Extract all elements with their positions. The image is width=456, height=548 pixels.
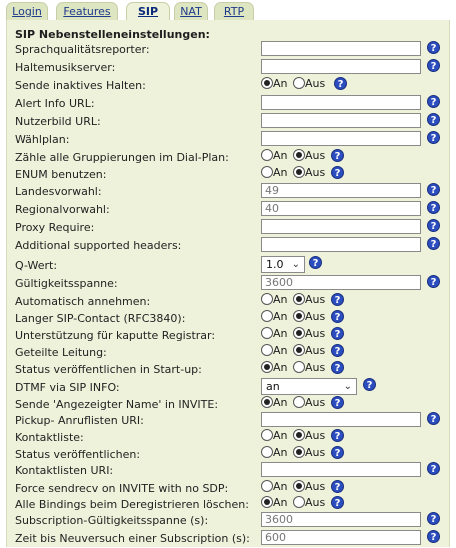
gueltigkeitsspanne-input[interactable]: 3600 — [261, 275, 421, 290]
help-icon[interactable]: ? — [363, 378, 376, 391]
enum-radios — [261, 166, 327, 182]
radio-aus-label: Aus — [305, 361, 326, 374]
help-icon[interactable]: ? — [331, 446, 344, 459]
subscription-gueltig-input[interactable]: 3600 — [261, 512, 421, 527]
label: Langer SIP-Contact (RFC3840): — [15, 312, 186, 325]
radio-an[interactable] — [261, 429, 273, 441]
radio-aus-label: Aus — [305, 480, 326, 493]
help-icon[interactable]: ? — [427, 412, 440, 425]
radio-an-label: An — [273, 293, 288, 306]
radio-aus[interactable] — [293, 480, 305, 492]
help-icon[interactable]: ? — [427, 275, 440, 288]
automatisch-radios — [261, 293, 327, 309]
label: Haltemusikserver: — [15, 61, 116, 74]
help-icon[interactable]: ? — [427, 95, 440, 108]
radio-aus-label: Aus — [305, 166, 326, 179]
row-landesvorwahl — [7, 183, 451, 201]
help-icon[interactable]: ? — [331, 149, 344, 162]
label: Wählplan: — [15, 133, 70, 146]
help-icon[interactable]: ? — [331, 293, 344, 306]
label: Kontaktlisten URI: — [15, 464, 114, 477]
radio-an[interactable] — [261, 149, 273, 161]
row-q-wert — [7, 256, 451, 274]
q-wert-value: 1.0 — [266, 258, 284, 271]
label: Regionalvorwahl: — [15, 203, 110, 216]
row-geteilte-leitung — [7, 344, 451, 362]
label: Kontaktliste: — [15, 431, 84, 444]
sende-inaktives-halten-radios — [261, 77, 327, 93]
help-icon[interactable]: ? — [331, 429, 344, 442]
label: Automatisch annehmen: — [15, 295, 151, 308]
label: Status veröffentlichen: — [15, 448, 141, 461]
label: DTMF via SIP INFO: — [15, 381, 120, 394]
label: Zähle alle Gruppierungen im Dial-Plan: — [15, 151, 229, 164]
help-icon[interactable]: ? — [427, 462, 440, 475]
gruppierungen-radios — [261, 149, 327, 165]
radio-an-label: An — [273, 361, 288, 374]
label: Pickup- Anruflisten URI: — [15, 414, 144, 427]
zeit-neuversuch-input[interactable]: 600 — [261, 530, 421, 545]
haltemusik-input[interactable] — [261, 59, 421, 74]
radio-an[interactable] — [261, 310, 273, 322]
radio-aus[interactable] — [293, 496, 305, 508]
tab-nat[interactable]: NAT — [174, 2, 208, 20]
radio-an-label: An — [273, 396, 288, 409]
label: Additional supported headers: — [15, 239, 182, 252]
row-dtmf — [7, 378, 451, 396]
kontaktlisten-uri-input[interactable] — [261, 462, 421, 477]
help-icon[interactable]: ? — [427, 131, 440, 144]
row-gruppierungen — [7, 149, 451, 167]
label: Landesvorwahl: — [15, 185, 102, 198]
label: Gültigkeitsspanne: — [15, 277, 118, 290]
proxy-require-input[interactable] — [261, 219, 421, 234]
row-sprachqualitaet — [7, 41, 451, 59]
radio-an-label: An — [273, 480, 288, 493]
row-subscription-gueltig — [7, 512, 451, 530]
nutzerbild-input[interactable] — [261, 113, 421, 128]
pickup-input[interactable] — [261, 412, 421, 427]
radio-an[interactable] — [261, 344, 273, 356]
radio-aus[interactable] — [293, 327, 305, 339]
radio-aus-label: Aus — [305, 293, 326, 306]
sprachqualitaet-input[interactable] — [261, 41, 421, 56]
help-icon[interactable]: ? — [427, 41, 440, 54]
label: Unterstützung für kaputte Registrar: — [15, 329, 216, 342]
help-icon[interactable]: ? — [331, 496, 344, 509]
help-icon[interactable]: ? — [427, 512, 440, 525]
radio-aus[interactable] — [293, 149, 305, 161]
radio-an-label: An — [273, 149, 288, 162]
kontaktliste-radios — [261, 429, 327, 445]
row-haltemusik — [7, 59, 451, 77]
row-pickup — [7, 412, 451, 430]
row-automatisch — [7, 293, 451, 311]
radio-aus-label: Aus — [305, 344, 326, 357]
radio-aus[interactable] — [293, 429, 305, 441]
label: Zeit bis Neuversuch einer Subscription (s): — [15, 532, 250, 545]
langer-contact-radios — [261, 310, 327, 326]
tab-bar — [0, 0, 456, 20]
radio-aus[interactable] — [293, 293, 305, 305]
waehlplan-input[interactable] — [261, 131, 421, 146]
q-wert-select[interactable] — [261, 256, 305, 273]
help-icon[interactable]: ? — [427, 59, 440, 72]
dtmf-select[interactable] — [261, 378, 357, 395]
radio-aus[interactable] — [293, 361, 305, 373]
help-icon[interactable]: ? — [331, 396, 344, 409]
help-icon[interactable]: ? — [331, 344, 344, 357]
radio-aus-label: Aus — [305, 310, 326, 323]
radio-an[interactable] — [261, 293, 273, 305]
status-veroeff-radios — [261, 446, 327, 462]
row-waehlplan — [7, 131, 451, 149]
help-icon[interactable]: ? — [427, 530, 440, 543]
radio-aus-label: Aus — [305, 77, 326, 90]
label: Geteilte Leitung: — [15, 346, 107, 359]
label: Status veröffentlichen in Start-up: — [15, 363, 202, 376]
radio-aus[interactable] — [293, 166, 305, 178]
radio-an[interactable] — [261, 396, 273, 408]
help-icon[interactable]: ? — [427, 219, 440, 232]
dtmf-value: an — [266, 380, 280, 393]
radio-aus-label: Aus — [305, 429, 326, 442]
help-icon[interactable]: ? — [331, 166, 344, 179]
row-status-startup — [7, 361, 451, 379]
help-icon[interactable]: ? — [427, 201, 440, 214]
radio-an[interactable] — [261, 166, 273, 178]
bindings-loeschen-radios — [261, 496, 327, 512]
tab-rtp[interactable]: RTP — [214, 2, 254, 20]
radio-aus-label: Aus — [305, 327, 326, 340]
row-kontaktliste — [7, 429, 451, 447]
help-icon[interactable]: ? — [331, 480, 344, 493]
help-icon[interactable]: ? — [331, 361, 344, 374]
label: Sende inaktives Halten: — [15, 79, 146, 92]
help-icon[interactable]: ? — [427, 113, 440, 126]
force-sendrecv-radios — [261, 480, 327, 496]
radio-an-label: An — [273, 496, 288, 509]
radio-an-label: An — [273, 310, 288, 323]
kaputte-registrar-radios — [261, 327, 327, 343]
additional-headers-input[interactable] — [261, 237, 421, 252]
radio-aus-label: Aus — [305, 446, 326, 459]
label: Proxy Require: — [15, 221, 95, 234]
radio-an-label: An — [273, 77, 288, 90]
help-icon[interactable]: ? — [427, 183, 440, 196]
label: Nutzerbild URL: — [15, 115, 101, 128]
regionalvorwahl-input[interactable]: 40 — [261, 201, 421, 216]
label: ENUM benutzen: — [15, 168, 107, 181]
radio-an-label: An — [273, 429, 288, 442]
help-icon[interactable]: ? — [427, 237, 440, 250]
radio-aus-label: Aus — [305, 496, 326, 509]
radio-aus[interactable] — [293, 344, 305, 356]
row-regionalvorwahl — [7, 201, 451, 219]
radio-aus-label: Aus — [305, 149, 326, 162]
chevron-down-icon: ⌄ — [291, 259, 300, 270]
geteilte-leitung-radios — [261, 344, 327, 360]
radio-an[interactable] — [261, 77, 273, 89]
tab-sip[interactable]: SIP — [126, 2, 170, 20]
tab-features[interactable]: Features — [56, 2, 118, 20]
row-zeit-neuversuch — [7, 530, 451, 548]
radio-aus[interactable] — [293, 446, 305, 458]
radio-an[interactable] — [261, 496, 273, 508]
radio-an-label: An — [273, 344, 288, 357]
radio-aus[interactable] — [293, 310, 305, 322]
label: Force sendrecv on INVITE with no SDP: — [15, 482, 229, 495]
row-langer-contact — [7, 310, 451, 328]
row-additional-headers — [7, 237, 451, 255]
radio-an-label: An — [273, 166, 288, 179]
landesvorwahl-input[interactable]: 49 — [261, 183, 421, 198]
radio-aus[interactable] — [293, 77, 305, 89]
label: Q-Wert: — [15, 259, 58, 272]
radio-an-label: An — [273, 327, 288, 340]
row-gueltigkeitsspanne — [7, 275, 451, 293]
sip-settings-panel — [6, 20, 450, 547]
help-icon[interactable]: ? — [334, 77, 347, 90]
radio-an[interactable] — [261, 361, 273, 373]
row-enum — [7, 166, 451, 184]
status-startup-radios — [261, 361, 327, 377]
radio-aus[interactable] — [293, 396, 305, 408]
row-kontaktlisten-uri — [7, 462, 451, 480]
radio-an[interactable] — [261, 446, 273, 458]
radio-an[interactable] — [261, 327, 273, 339]
help-icon[interactable]: ? — [309, 256, 322, 269]
row-proxy-require — [7, 219, 451, 237]
radio-an-label: An — [273, 446, 288, 459]
radio-an[interactable] — [261, 480, 273, 492]
alert-info-input[interactable] — [261, 95, 421, 110]
section-heading: SIP Nebenstelleneinstellungen: — [15, 28, 210, 41]
row-alert-info — [7, 95, 451, 113]
label: Sende 'Angezeigter Name' in INVITE: — [15, 398, 219, 411]
row-kaputte-registrar — [7, 327, 451, 345]
help-icon[interactable]: ? — [331, 310, 344, 323]
row-nutzerbild — [7, 113, 451, 131]
help-icon[interactable]: ? — [331, 327, 344, 340]
label: Alert Info URL: — [15, 97, 95, 110]
tab-login[interactable]: Login — [6, 2, 48, 20]
label: Subscription-Gültigkeitsspanne (s): — [15, 514, 209, 527]
label: Sprachqualitätsreporter: — [15, 43, 150, 56]
radio-aus-label: Aus — [305, 396, 326, 409]
row-sende-inaktives-halten — [7, 77, 451, 95]
chevron-down-icon: ⌄ — [343, 381, 352, 392]
label: Alle Bindings beim Deregistrieren löschen: — [15, 498, 249, 511]
angezeigter-name-radios — [261, 396, 327, 412]
